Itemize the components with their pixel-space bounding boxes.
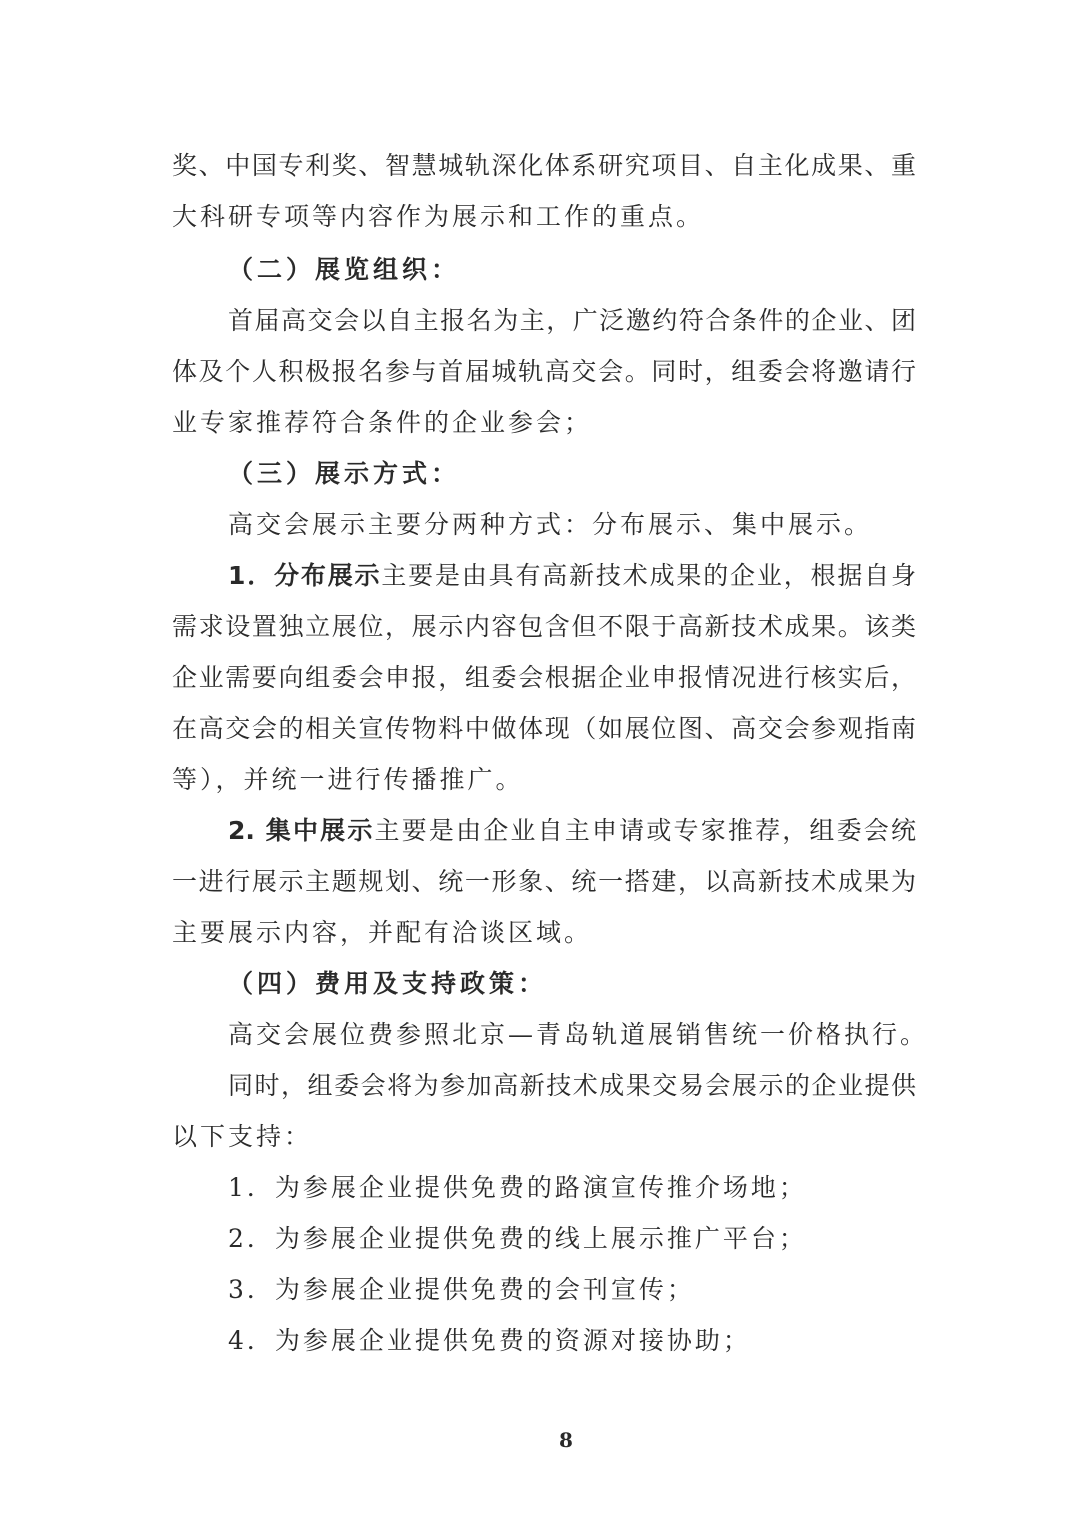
body-text-line: 需求设置独立展位，展示内容包含但不限于高新技术成果。该类 (172, 612, 916, 641)
body-text-line: 同时，组委会将为参加高新技术成果交易会展示的企业提供 (228, 1071, 916, 1100)
body-text-line: 首届高交会以自主报名为主，广泛邀约符合条件的企业、团 (228, 306, 916, 335)
body-text-line: 大科研专项等内容作为展示和工作的重点。 (172, 202, 705, 231)
list-item: 2．为参展企业提供免费的线上展示推广平台； (228, 1224, 807, 1253)
body-text-line: 主要展示内容，并配有洽谈区域。 (172, 918, 593, 947)
body-text-line: 高交会展示主要分两种方式：分布展示、集中展示。 (228, 510, 873, 539)
body-text-line: 以下支持： (172, 1122, 313, 1151)
body-text-line: 1．分布展示主要是由具有高新技术成果的企业，根据自身 (228, 561, 916, 590)
list-item: 4．为参展企业提供免费的资源对接协助； (228, 1326, 751, 1355)
body-text-line: 体及个人积极报名参与首届城轨高交会。同时，组委会将邀请行 (172, 357, 916, 386)
lead-term: 1．分布展示 (228, 561, 382, 590)
body-text-line: 在高交会的相关宣传物料中做体现（如展位图、高交会参观指南 (172, 714, 916, 743)
body-text-line: 一进行展示主题规划、统一形象、统一搭建，以高新技术成果为 (172, 867, 916, 896)
body-text-line: 业专家推荐符合条件的企业参会； (172, 408, 593, 437)
page-number: 8 (559, 1428, 573, 1452)
lead-term: 2. 集中展示 (228, 816, 375, 845)
body-text-line: 等），并统一进行传播推广。 (172, 765, 524, 794)
body-text-line: 奖、中国专利奖、智慧城轨深化体系研究项目、自主化成果、重 (172, 151, 916, 180)
body-text-line: 高交会展位费参照北京—青岛轨道展销售统一价格执行。 (228, 1020, 929, 1049)
list-item: 3．为参展企业提供免费的会刊宣传； (228, 1275, 695, 1304)
body-text-line: 2. 集中展示主要是由企业自主申请或专家推荐，组委会统 (228, 816, 916, 845)
section-heading: （二）展览组织： (228, 255, 461, 284)
section-heading: （四）费用及支持政策： (228, 969, 548, 998)
body-text-line: 企业需要向组委会申报，组委会根据企业申报情况进行核实后， (172, 663, 916, 692)
list-item: 1．为参展企业提供免费的路演宣传推介场地； (228, 1173, 807, 1202)
section-heading: （三）展示方式： (228, 459, 461, 488)
